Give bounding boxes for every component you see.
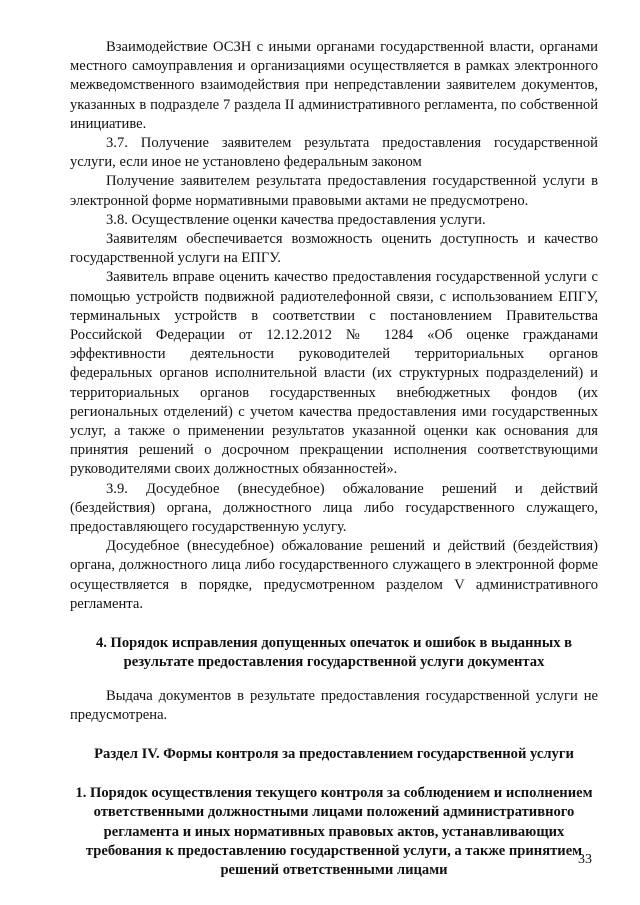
paragraph-assessment: Заявителям обеспечивается возможность оценить доступность и качество государственной услуги на ЕПГУ. [70,231,598,267]
spacer [70,725,598,745]
paragraph-receipt-electronic: Получение заявителем результата предоставления государственной услуги в электронной форме нормативными правовыми актами не предусмотрено. [70,173,598,209]
document-page [70,38,598,880]
spacer [70,673,598,687]
paragraph-assessment-right: Заявитель вправе оценить качество предоставления государственной услуги с помощью устройств подвижной радиотелефонной связи, с использованием ЕПГУ, терминальных устройств в соответствии с постановлением Правительства Российской Федерации от 12.12.2012 № 1284 «Об оценке гражданами эффективности деятельности руководителей территориальных органов федеральных органов исполнительной власти (их структурных подразделений) и территориальных органов государственных внебюджетных фондов (их региональных отделений) с учетом качества предоставления ими государственных услуг, а также о применении результатов указанной оценки как основания для принятия решений о досрочном прекращении исполнения соответствующими руководителями своих должностных обязанностей». [70,269,598,478]
paragraph-3-7: 3.7. Получение заявителем результата предоставления государственной услуги, если иное не установлено федеральным законом [70,135,598,171]
heading-subsection-1: 1. Порядок осуществления текущего контроля за соблюдением и исполнением ответственными должностными лицами положений административного регламента и иных нормативных правовых актов, устанавливающих требования к предоставлению государственной услуги, а также принятием решений ответственными лицами [75,785,593,878]
spacer [70,614,598,634]
paragraph-appeal: Досудебное (внесудебное) обжалование решений и действий (бездействия) органа, должностного лица либо государственного служащего в электронной форме осуществляется в порядке, предусмотренном разделом V административного регламента. [70,538,598,612]
heading-section-4: 4. Порядок исправления допущенных опечаток и ошибок в выданных в результате предоставления государственной услуги документах [95,635,573,671]
page-number: 33 [578,852,592,867]
paragraph-3-9: 3.9. Досудебное (внесудебное) обжалование решений и действий (бездействия) органа, должностного лица либо государственного служащего, предоставляющего государственную услугу. [70,480,598,536]
heading-section-iv: Раздел IV. Формы контроля за предоставлением государственной услуги [94,745,574,762]
paragraph-no-documents: Выдача документов в результате предоставления государственной услуги не предусмотрена. [70,687,598,723]
paragraph-interaction: Взаимодействие ОСЗН с иными органами государственной власти, органами местного самоуправления и организациями осуществляется в рамках электронного межведомственного взаимодействия при непредставлении заявителем документов, указанных в подразделе 7 раздела II административного регламента, по собственной инициативе. [70,39,598,132]
spacer [70,764,598,784]
paragraph-3-8: 3.8. Осуществление оценки качества предоставления услуги. [106,211,486,228]
